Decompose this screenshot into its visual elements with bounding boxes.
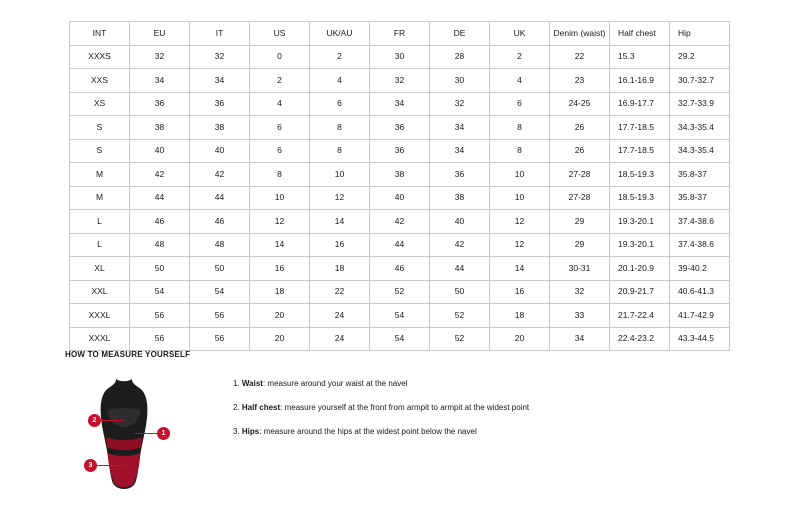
table-cell: XXS bbox=[70, 69, 130, 93]
list-item-term: Half chest bbox=[241, 402, 281, 412]
table-cell: 18 bbox=[310, 257, 370, 281]
table-cell: 8 bbox=[250, 163, 310, 187]
table-cell: 34 bbox=[430, 116, 490, 140]
table-cell: 15.3 bbox=[610, 45, 670, 69]
table-cell: 36 bbox=[370, 116, 430, 140]
table-cell: 16 bbox=[250, 257, 310, 281]
table-cell: 29 bbox=[550, 233, 610, 257]
table-cell: 22.4-23.2 bbox=[610, 327, 670, 351]
table-cell: 41.7-42.9 bbox=[670, 304, 730, 328]
table-cell: 48 bbox=[130, 233, 190, 257]
table-cell: 40 bbox=[190, 139, 250, 163]
table-cell: 8 bbox=[490, 139, 550, 163]
table-cell: 54 bbox=[370, 304, 430, 328]
table-cell: 52 bbox=[430, 327, 490, 351]
table-cell: 40 bbox=[430, 210, 490, 234]
table-cell: 29 bbox=[550, 210, 610, 234]
table-cell: 36 bbox=[370, 139, 430, 163]
table-cell: 2 bbox=[310, 45, 370, 69]
table-cell: 2 bbox=[490, 45, 550, 69]
table-cell: S bbox=[70, 116, 130, 140]
table-cell: L bbox=[70, 233, 130, 257]
table-cell: 8 bbox=[310, 116, 370, 140]
size-conversion-table bbox=[69, 21, 730, 351]
table-cell: 24 bbox=[310, 304, 370, 328]
table-cell: XS bbox=[70, 92, 130, 116]
mannequin-figure bbox=[65, 369, 185, 494]
table-cell: 18.5-19.3 bbox=[610, 186, 670, 210]
column-header-hip: Hip bbox=[670, 22, 730, 46]
table-cell: 50 bbox=[430, 280, 490, 304]
table-cell: 16 bbox=[310, 233, 370, 257]
column-header-uk: UK bbox=[490, 22, 550, 46]
list-item-term: Hips bbox=[241, 426, 260, 436]
table-cell: 20.9-21.7 bbox=[610, 280, 670, 304]
table-cell: 22 bbox=[550, 45, 610, 69]
table-row bbox=[70, 45, 730, 69]
table-cell: 14 bbox=[310, 210, 370, 234]
table-cell: 38 bbox=[130, 116, 190, 140]
table-cell: 44 bbox=[370, 233, 430, 257]
table-cell: 42 bbox=[370, 210, 430, 234]
table-cell: 27-28 bbox=[550, 163, 610, 187]
column-header-fr: FR bbox=[370, 22, 430, 46]
table-cell: 14 bbox=[490, 257, 550, 281]
table-cell: 18 bbox=[490, 304, 550, 328]
table-cell: 17.7-18.5 bbox=[610, 139, 670, 163]
table-cell: 44 bbox=[130, 186, 190, 210]
column-header-eu: EU bbox=[130, 22, 190, 46]
badge-1-waist: 1 bbox=[157, 427, 170, 440]
table-row bbox=[70, 69, 730, 93]
table-cell: 18.5-19.3 bbox=[610, 163, 670, 187]
table-row bbox=[70, 257, 730, 281]
table-cell: 54 bbox=[370, 327, 430, 351]
table-cell: 40.6-41.3 bbox=[670, 280, 730, 304]
table-cell: 34.3-35.4 bbox=[670, 139, 730, 163]
how-to-measure-title: HOW TO MEASURE YOURSELF bbox=[65, 350, 191, 359]
table-cell: 29.2 bbox=[670, 45, 730, 69]
table-cell: XXXL bbox=[70, 327, 130, 351]
table-cell: XXXS bbox=[70, 45, 130, 69]
table-cell: 30 bbox=[370, 45, 430, 69]
table-cell: 36 bbox=[190, 92, 250, 116]
table-cell: 21.7-22.4 bbox=[610, 304, 670, 328]
table-cell: 36 bbox=[430, 163, 490, 187]
table-cell: 22 bbox=[310, 280, 370, 304]
badge-2-half-chest: 2 bbox=[88, 414, 101, 427]
table-cell: 26 bbox=[550, 116, 610, 140]
table-cell: 33 bbox=[550, 304, 610, 328]
leader-line-waist bbox=[135, 433, 159, 434]
column-header-us: US bbox=[250, 22, 310, 46]
table-cell: 26 bbox=[550, 139, 610, 163]
table-cell: 34 bbox=[190, 69, 250, 93]
table-cell: M bbox=[70, 186, 130, 210]
table-cell: 35.8-37 bbox=[670, 163, 730, 187]
table-cell: 56 bbox=[130, 304, 190, 328]
table-cell: 10 bbox=[490, 163, 550, 187]
table-cell: 46 bbox=[130, 210, 190, 234]
how-to-measure-body bbox=[65, 369, 765, 494]
table-row bbox=[70, 327, 730, 351]
table-cell: 32 bbox=[130, 45, 190, 69]
table-cell: 12 bbox=[250, 210, 310, 234]
table-row bbox=[70, 163, 730, 187]
table-cell: 4 bbox=[490, 69, 550, 93]
table-cell: 12 bbox=[490, 210, 550, 234]
table-cell: 16 bbox=[490, 280, 550, 304]
table-cell: 12 bbox=[310, 186, 370, 210]
table-cell: 38 bbox=[190, 116, 250, 140]
table-cell: 50 bbox=[190, 257, 250, 281]
table-cell: 32 bbox=[430, 92, 490, 116]
table-cell: 20 bbox=[250, 327, 310, 351]
table-cell: 44 bbox=[190, 186, 250, 210]
table-cell: 32 bbox=[370, 69, 430, 93]
table-cell: 6 bbox=[490, 92, 550, 116]
table-header-row bbox=[70, 22, 730, 46]
table-cell: XL bbox=[70, 257, 130, 281]
table-row bbox=[70, 116, 730, 140]
table-row bbox=[70, 210, 730, 234]
list-item-text: : measure yourself at the front from armpit to armpit at the widest point bbox=[280, 402, 530, 412]
table-cell: 24-25 bbox=[550, 92, 610, 116]
table-cell: 10 bbox=[310, 163, 370, 187]
table-cell: 10 bbox=[490, 186, 550, 210]
table-cell: 0 bbox=[250, 45, 310, 69]
table-cell: 44 bbox=[430, 257, 490, 281]
table-row bbox=[70, 139, 730, 163]
list-item bbox=[233, 379, 529, 390]
table-cell: 24 bbox=[310, 327, 370, 351]
table-cell: 50 bbox=[130, 257, 190, 281]
table-cell: 54 bbox=[190, 280, 250, 304]
table-cell: 56 bbox=[130, 327, 190, 351]
table-cell: XXL bbox=[70, 280, 130, 304]
table-cell: 40 bbox=[370, 186, 430, 210]
size-table-container bbox=[69, 21, 730, 351]
table-cell: 30.7-32.7 bbox=[670, 69, 730, 93]
table-cell: 37.4-38.6 bbox=[670, 233, 730, 257]
table-cell: 6 bbox=[250, 116, 310, 140]
table-cell: 38 bbox=[370, 163, 430, 187]
table-cell: 20 bbox=[250, 304, 310, 328]
table-cell: 46 bbox=[190, 210, 250, 234]
table-cell: 12 bbox=[490, 233, 550, 257]
table-cell: S bbox=[70, 139, 130, 163]
column-header-it: IT bbox=[190, 22, 250, 46]
table-cell: 56 bbox=[190, 304, 250, 328]
list-item-term: Waist bbox=[241, 379, 263, 388]
column-header-half-chest: Half chest bbox=[610, 22, 670, 46]
table-cell: 20 bbox=[490, 327, 550, 351]
table-row bbox=[70, 186, 730, 210]
table-cell: 6 bbox=[250, 139, 310, 163]
table-cell: M bbox=[70, 163, 130, 187]
table-body bbox=[70, 45, 730, 351]
column-header-int: INT bbox=[70, 22, 130, 46]
column-header-denim-waist: Denim (waist) bbox=[550, 22, 610, 46]
table-cell: 37.4-38.6 bbox=[670, 210, 730, 234]
table-cell: 42 bbox=[190, 163, 250, 187]
table-cell: 42 bbox=[430, 233, 490, 257]
table-cell: 17.7-18.5 bbox=[610, 116, 670, 140]
list-item bbox=[233, 427, 529, 438]
table-cell: 2 bbox=[250, 69, 310, 93]
table-cell: 23 bbox=[550, 69, 610, 93]
leader-line-hips bbox=[97, 465, 125, 466]
table-cell: 34 bbox=[370, 92, 430, 116]
list-item-text: : measure around your waist at the navel bbox=[262, 379, 408, 388]
table-cell: 34 bbox=[430, 139, 490, 163]
table-cell: 34.3-35.4 bbox=[670, 116, 730, 140]
table-cell: 56 bbox=[190, 327, 250, 351]
list-item bbox=[233, 403, 529, 414]
table-cell: 28 bbox=[430, 45, 490, 69]
table-cell: 6 bbox=[310, 92, 370, 116]
table-cell: 52 bbox=[370, 280, 430, 304]
table-row bbox=[70, 233, 730, 257]
table-cell: 16.9-17.7 bbox=[610, 92, 670, 116]
table-cell: 32 bbox=[550, 280, 610, 304]
table-cell: 16.1-16.9 bbox=[610, 69, 670, 93]
list-item-number: 3. bbox=[233, 426, 240, 436]
table-cell: 27-28 bbox=[550, 186, 610, 210]
table-cell: 4 bbox=[310, 69, 370, 93]
how-to-measure-section bbox=[65, 350, 765, 494]
table-cell: 32 bbox=[190, 45, 250, 69]
table-cell: 34 bbox=[550, 327, 610, 351]
column-header-de: DE bbox=[430, 22, 490, 46]
table-cell: 4 bbox=[250, 92, 310, 116]
table-cell: 10 bbox=[250, 186, 310, 210]
table-cell: 36 bbox=[130, 92, 190, 116]
table-cell: 35.8-37 bbox=[670, 186, 730, 210]
table-row bbox=[70, 280, 730, 304]
list-item-text: : measure around the hips at the widest point below the navel bbox=[259, 426, 477, 436]
list-item-number: 2. bbox=[233, 402, 240, 412]
table-cell: 32.7-33.9 bbox=[670, 92, 730, 116]
table-cell: L bbox=[70, 210, 130, 234]
list-item-number: 1. bbox=[233, 379, 240, 388]
column-header-uk-au: UK/AU bbox=[310, 22, 370, 46]
table-cell: XXXL bbox=[70, 304, 130, 328]
table-cell: 34 bbox=[130, 69, 190, 93]
table-cell: 14 bbox=[250, 233, 310, 257]
table-cell: 40 bbox=[130, 139, 190, 163]
leader-line-half-chest bbox=[101, 420, 123, 421]
table-cell: 43.3-44.5 bbox=[670, 327, 730, 351]
table-cell: 19.3-20.1 bbox=[610, 233, 670, 257]
measure-instruction-list bbox=[233, 379, 529, 450]
table-cell: 19.3-20.1 bbox=[610, 210, 670, 234]
badge-3-hips: 3 bbox=[84, 459, 97, 472]
table-cell: 48 bbox=[190, 233, 250, 257]
table-cell: 8 bbox=[490, 116, 550, 140]
table-cell: 30 bbox=[430, 69, 490, 93]
table-row bbox=[70, 304, 730, 328]
table-cell: 18 bbox=[250, 280, 310, 304]
table-cell: 42 bbox=[130, 163, 190, 187]
table-cell: 46 bbox=[370, 257, 430, 281]
table-cell: 52 bbox=[430, 304, 490, 328]
table-cell: 54 bbox=[130, 280, 190, 304]
table-cell: 8 bbox=[310, 139, 370, 163]
table-cell: 39-40.2 bbox=[670, 257, 730, 281]
table-cell: 20.1-20.9 bbox=[610, 257, 670, 281]
table-row bbox=[70, 92, 730, 116]
table-cell: 38 bbox=[430, 186, 490, 210]
table-cell: 30-31 bbox=[550, 257, 610, 281]
